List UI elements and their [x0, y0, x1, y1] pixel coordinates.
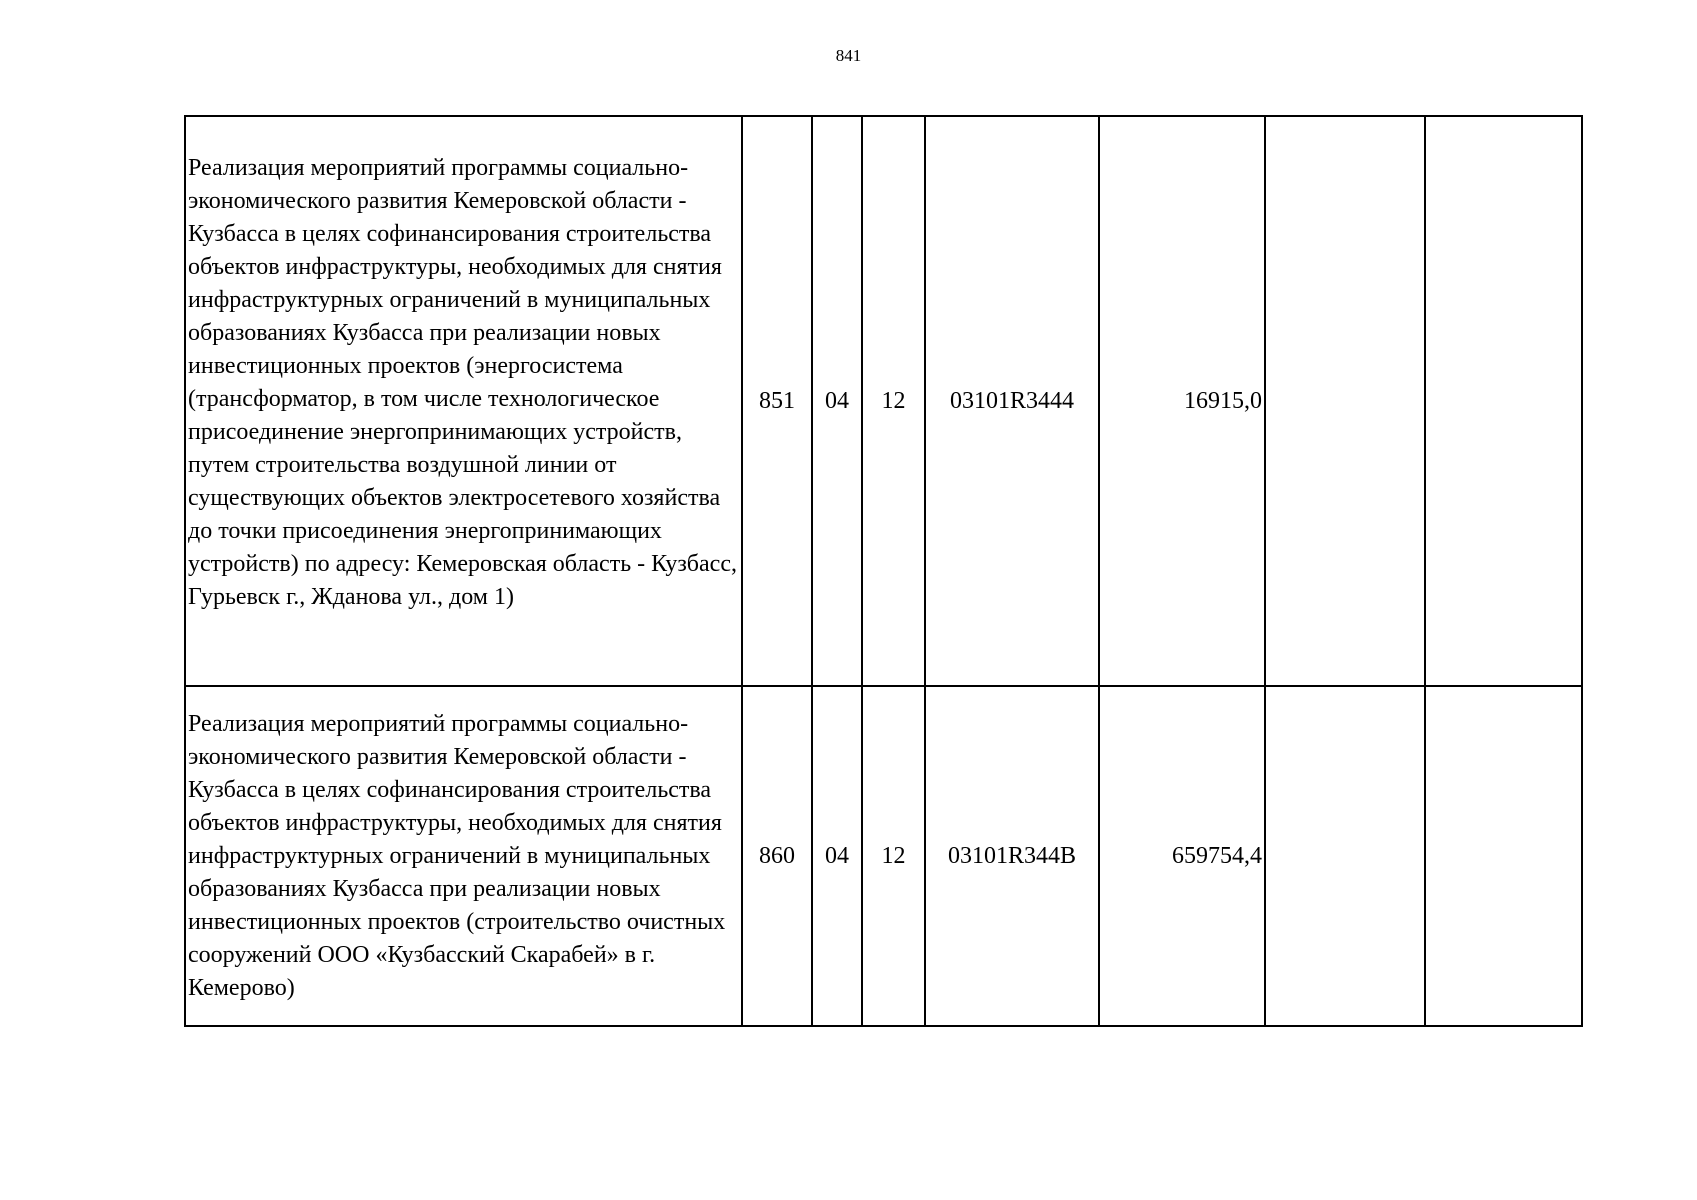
page-number: 841 — [835, 46, 862, 65]
budget-table — [184, 115, 1583, 1027]
ministry-code-cell: 851 — [742, 116, 812, 686]
sum-year2-cell — [1265, 686, 1425, 1026]
table-row — [185, 116, 1582, 686]
table-row — [185, 686, 1582, 1026]
sum-year2-cell — [1265, 116, 1425, 686]
expense-name-cell: Реализация мероприятий программы социально-экономического развития Кемеровской области - Кузбасса в целях софинансирования строительства объектов инфраструктуры, необходимых для снятия инфраструктурных ограничений в муниципальных образованиях Кузбасса при реализации новых инвестиционных проектов (энергосистема (трансформатор, в том числе технологическое присоединение энергопринимающих устройств, путем строительства воздушной линии от существующих объектов электросетевого хозяйства до точки присоединения энергопринимающих устройств) по адресу: Кемеровская область - Кузбасс, Гурьевск г., Жданова ул., дом 1) — [185, 116, 742, 686]
expense-name-cell: Реализация мероприятий программы социально-экономического развития Кемеровской области - Кузбасса в целях софинансирования строительства объектов инфраструктуры, необходимых для снятия инфраструктурных ограничений в муниципальных образованиях Кузбасса при реализации новых инвестиционных проектов (строительство очистных сооружений ООО «Кузбасский Скарабей» в г. Кемерово) — [185, 686, 742, 1026]
subsection-cell: 12 — [862, 116, 925, 686]
section-cell: 04 — [812, 116, 862, 686]
section-cell: 04 — [812, 686, 862, 1026]
subsection-cell: 12 — [862, 686, 925, 1026]
sum-year1-cell: 659754,4 — [1099, 686, 1265, 1026]
ministry-code-cell: 860 — [742, 686, 812, 1026]
sum-year1-cell: 16915,0 — [1099, 116, 1265, 686]
target-article-cell: 03101R3444 — [925, 116, 1099, 686]
target-article-cell: 03101R344В — [925, 686, 1099, 1026]
sum-year3-cell — [1425, 686, 1582, 1026]
sum-year3-cell — [1425, 116, 1582, 686]
